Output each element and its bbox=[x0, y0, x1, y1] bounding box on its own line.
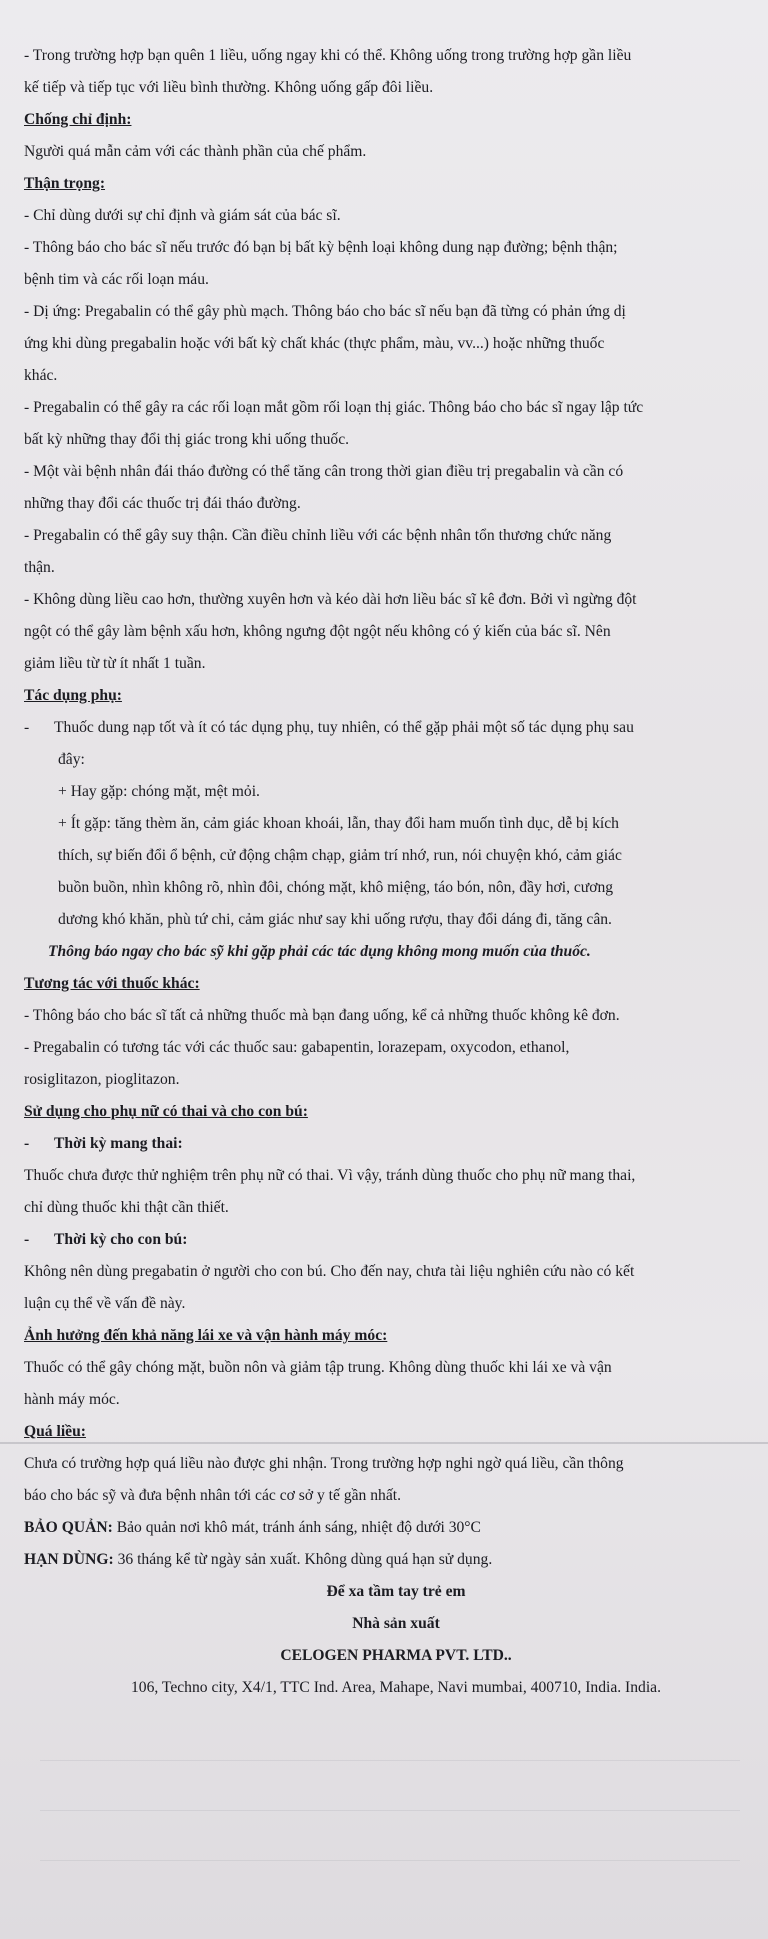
text-line: - Một vài bệnh nhân đái tháo đường có thể tăng cân trong thời gian điều trị pregabalin và cần có bbox=[24, 463, 624, 480]
text-line bbox=[24, 712, 768, 744]
text-line: - Pregabalin có thể gây ra các rối loạn mắt gồm rối loạn thị giác. Thông báo cho bác sĩ ngay lập tức bbox=[24, 399, 644, 416]
text-line: luận cụ thể về vấn đề này. bbox=[24, 1295, 186, 1312]
text-line: - Dị ứng: Pregabalin có thể gây phù mạch. Thông báo cho bác sĩ nếu bạn đã từng có phản ứng dị bbox=[24, 303, 626, 320]
text-line: báo cho bác sỹ và đưa bệnh nhân tới các cơ sở y tế gần nhất. bbox=[24, 1487, 401, 1504]
storage-text: Bảo quản nơi khô mát, tránh ánh sáng, nhiệt độ dưới 30°C bbox=[116, 1519, 481, 1536]
heading-interactions: Tương tác với thuốc khác: bbox=[24, 975, 200, 992]
text-span: Thuốc dung nạp tốt và ít có tác dụng phụ, tuy nhiên, có thể gặp phải một số tác dụng phụ sau bbox=[54, 719, 634, 736]
heading-overdose: Quá liều: bbox=[24, 1423, 86, 1440]
text-line: khác. bbox=[24, 367, 58, 384]
text-line: Người quá mẫn cảm với các thành phần của chế phẩm. bbox=[24, 143, 367, 160]
text-line: Thuốc chưa được thử nghiệm trên phụ nữ có thai. Vì vậy, tránh dùng thuốc cho phụ nữ mang thai, bbox=[24, 1167, 636, 1184]
text-line: hành máy móc. bbox=[24, 1391, 120, 1408]
text-line: chỉ dùng thuốc khi thật cần thiết. bbox=[24, 1199, 229, 1216]
bleed-through-line bbox=[40, 1760, 740, 1761]
subheading-pregnancy bbox=[24, 1128, 768, 1160]
text-line: ngột có thể gây làm bệnh xấu hơn, không ngưng đột ngột nếu không có ý kiến của bác sĩ. Nên bbox=[24, 623, 611, 640]
heading-contraindications: Chống chỉ định: bbox=[24, 111, 132, 128]
expiry-label: HẠN DÙNG: bbox=[24, 1551, 114, 1568]
text-line: - Thông báo cho bác sĩ nếu trước đó bạn bị bất kỳ bệnh loại không dung nạp đường; bệnh thận; bbox=[24, 239, 618, 256]
text-line: - Trong trường hợp bạn quên 1 liều, uống ngay khi có thể. Không uống trong trường hợp gần liều bbox=[24, 47, 632, 64]
subheading-lactation bbox=[24, 1224, 768, 1256]
text-line: Không nên dùng pregabatin ở người cho con bú. Cho đến nay, chưa tài liệu nghiên cứu nào có kết bbox=[24, 1263, 635, 1280]
bullet-dash: - bbox=[24, 719, 30, 736]
leaflet-text bbox=[24, 40, 768, 1704]
bleed-through-line bbox=[40, 1810, 740, 1811]
text-line: - Pregabalin có tương tác với các thuốc sau: gabapentin, lorazepam, oxycodon, ethanol, bbox=[24, 1039, 570, 1056]
expiry-line bbox=[24, 1544, 768, 1576]
storage-label: BẢO QUẢN: bbox=[24, 1519, 113, 1536]
heading-precautions: Thận trọng: bbox=[24, 175, 106, 192]
bullet-dash: - bbox=[24, 1231, 30, 1248]
storage-line bbox=[24, 1512, 768, 1544]
bullet-dash: - bbox=[24, 1135, 30, 1152]
text-line: ứng khi dùng pregabalin hoặc với bất kỳ chất khác (thực phẩm, màu, vv...) hoặc những thuốc bbox=[24, 335, 605, 352]
text-line: dương khó khăn, phù tứ chi, cảm giác như say khi uống rượu, thay đổi dáng đi, tăng cân. bbox=[58, 911, 612, 928]
text-line: những thay đổi các thuốc trị đái tháo đường. bbox=[24, 495, 301, 512]
text-span: Thời kỳ mang thai: bbox=[54, 1135, 183, 1152]
heading-side-effects: Tác dụng phụ: bbox=[24, 687, 122, 704]
text-span: Thời kỳ cho con bú: bbox=[54, 1231, 188, 1248]
text-line: buồn buồn, nhìn không rõ, nhìn đôi, chóng mặt, khô miệng, táo bón, nôn, đầy hơi, cương bbox=[58, 879, 614, 896]
manufacturer-name: CELOGEN PHARMA PVT. LTD.. bbox=[280, 1647, 512, 1664]
text-line: thận. bbox=[24, 559, 55, 576]
text-line: + Hay gặp: chóng mặt, mệt mỏi. bbox=[58, 783, 260, 800]
text-line: - Pregabalin có thể gây suy thận. Cần điều chỉnh liều với các bệnh nhân tổn thương chức năng bbox=[24, 527, 612, 544]
text-line: Chưa có trường hợp quá liều nào được ghi nhận. Trong trường hợp nghi ngờ quá liều, cần thông bbox=[24, 1455, 624, 1472]
side-effects-warning: Thông báo ngay cho bác sỹ khi gặp phải các tác dụng không mong muốn của thuốc. bbox=[48, 943, 591, 960]
text-line: đây: bbox=[58, 751, 85, 768]
text-line: bất kỳ những thay đổi thị giác trong khi uống thuốc. bbox=[24, 431, 350, 448]
text-line: bệnh tim và các rối loạn máu. bbox=[24, 271, 209, 288]
text-line: giảm liều từ từ ít nhất 1 tuần. bbox=[24, 655, 206, 672]
keep-away-from-children: Để xa tầm tay trẻ em bbox=[326, 1583, 466, 1600]
manufacturer-address: 106, Techno city, X4/1, TTC Ind. Area, Mahape, Navi mumbai, 400710, India. India. bbox=[131, 1679, 661, 1696]
text-line: + Ít gặp: tăng thèm ăn, cảm giác khoan khoái, lẫn, thay đổi ham muốn tình dục, dễ bị kích bbox=[58, 815, 619, 832]
text-line: thích, sự biến đổi ổ bệnh, cử động chậm chạp, giảm trí nhớ, run, nói chuyện khó, cảm giác bbox=[58, 847, 622, 864]
bleed-through-line bbox=[40, 1860, 740, 1861]
text-line: - Thông báo cho bác sĩ tất cả những thuốc mà bạn đang uống, kể cả những thuốc không kê đơn. bbox=[24, 1007, 620, 1024]
expiry-text: 36 tháng kể từ ngày sản xuất. Không dùng quá hạn sử dụng. bbox=[117, 1551, 493, 1568]
heading-driving: Ảnh hưởng đến khả năng lái xe và vận hành máy móc: bbox=[24, 1327, 388, 1344]
text-line: rosiglitazon, pioglitazon. bbox=[24, 1071, 180, 1088]
text-line: kế tiếp và tiếp tục với liều bình thường. Không uống gấp đôi liều. bbox=[24, 79, 434, 96]
manufacturer-label: Nhà sản xuất bbox=[352, 1615, 440, 1632]
text-line: - Chỉ dùng dưới sự chỉ định và giám sát của bác sĩ. bbox=[24, 207, 341, 224]
heading-pregnancy-lactation: Sử dụng cho phụ nữ có thai và cho con bú: bbox=[24, 1103, 308, 1120]
text-line: Thuốc có thể gây chóng mặt, buồn nôn và giảm tập trung. Không dùng thuốc khi lái xe và vận bbox=[24, 1359, 612, 1376]
text-line: - Không dùng liều cao hơn, thường xuyên hơn và kéo dài hơn liều bác sĩ kê đơn. Bởi vì ngừng đột bbox=[24, 591, 637, 608]
